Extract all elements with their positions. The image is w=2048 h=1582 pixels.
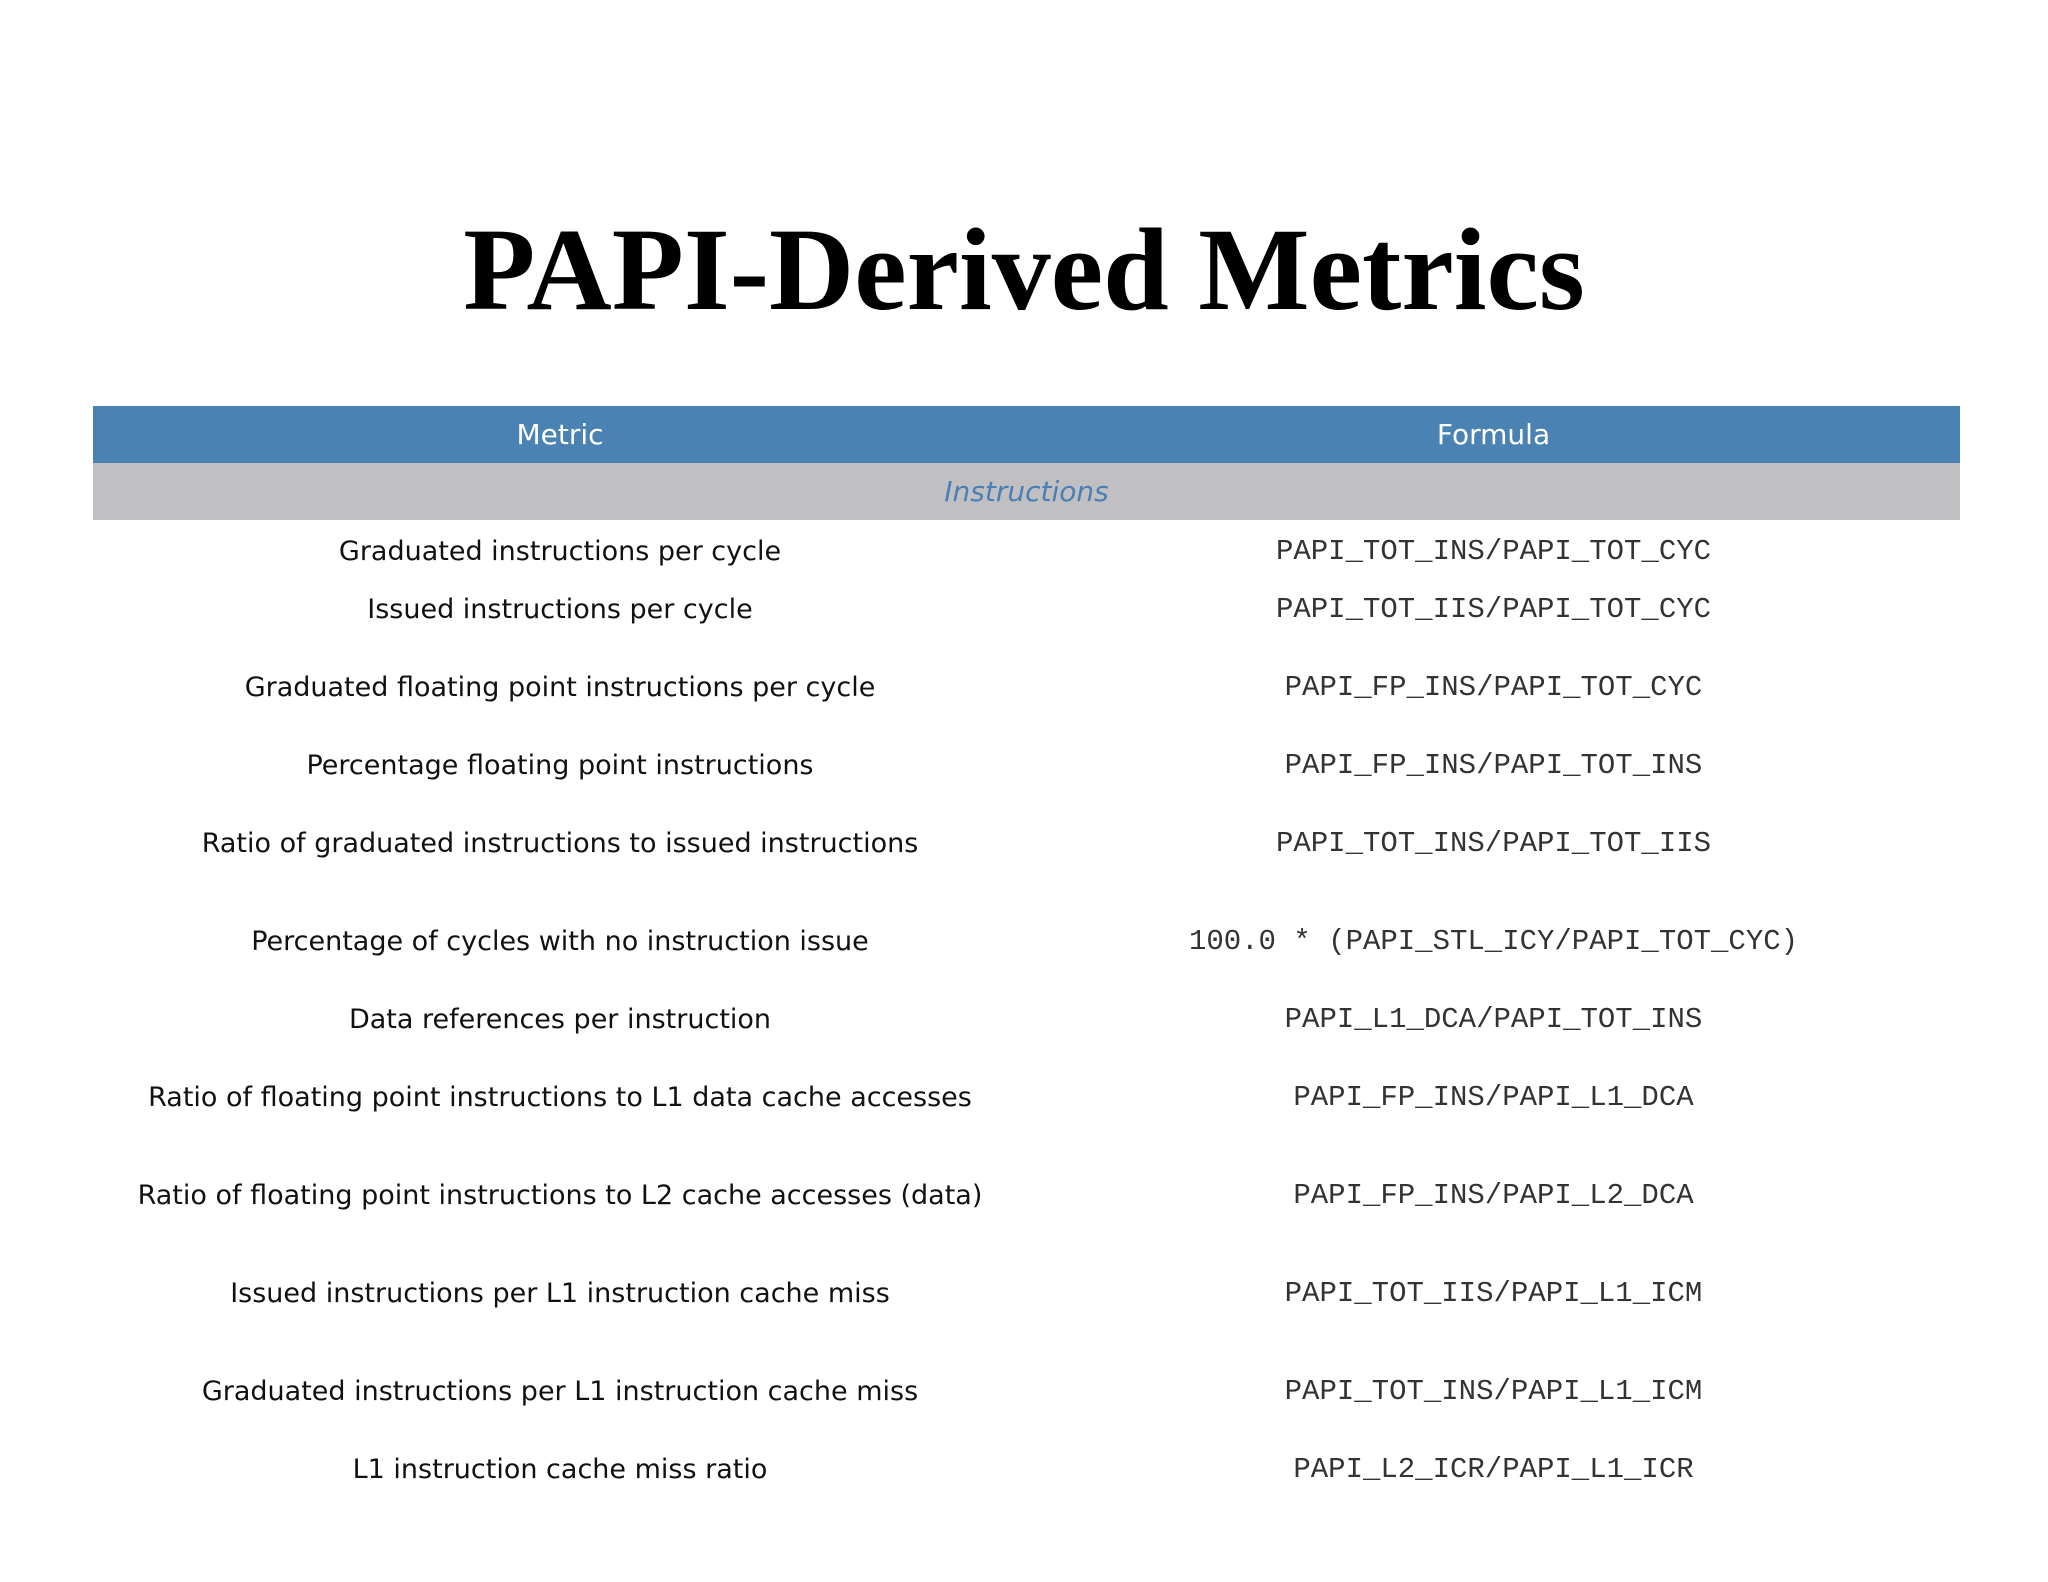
metric-cell: Percentage of cycles with no instruction issue (251, 926, 869, 957)
table-row (93, 917, 1960, 967)
metric-cell: Percentage floating point instructions (306, 750, 814, 781)
formula-cell: PAPI_TOT_INS/PAPI_TOT_IIS (1275, 827, 1712, 860)
metric-cell: Issued instructions per L1 instruction cache miss (230, 1278, 890, 1309)
metric-cell: Ratio of graduated instructions to issued instructions (201, 828, 919, 859)
formula-cell: PAPI_L1_DCA/PAPI_TOT_INS (1284, 1003, 1703, 1036)
table-row (93, 1445, 1960, 1495)
metric-cell: Graduated floating point instructions per cycle (244, 672, 876, 703)
metric-cell: Ratio of floating point instructions to L1 data cache accesses (148, 1082, 972, 1113)
table-row (93, 1073, 1960, 1123)
formula-cell: PAPI_TOT_IIS/PAPI_TOT_CYC (1275, 593, 1712, 626)
metric-cell: L1 instruction cache miss ratio (352, 1454, 768, 1485)
formula-cell: PAPI_FP_INS/PAPI_L1_DCA (1293, 1081, 1694, 1114)
header-formula: Formula (1436, 418, 1551, 451)
formula-cell: PAPI_TOT_IIS/PAPI_L1_ICM (1284, 1277, 1703, 1310)
table-row (93, 819, 1960, 869)
table-row (93, 995, 1960, 1045)
formula-cell: PAPI_FP_INS/PAPI_TOT_CYC (1284, 671, 1703, 704)
table-row (93, 1367, 1960, 1417)
metric-cell: Ratio of floating point instructions to L2 cache accesses (data) (137, 1180, 983, 1211)
formula-cell: PAPI_L2_ICR/PAPI_L1_ICR (1293, 1453, 1694, 1486)
metric-cell: Data references per instruction (348, 1004, 772, 1035)
table-row (93, 1171, 1960, 1221)
table-row (93, 1269, 1960, 1319)
table-header (93, 406, 1960, 463)
formula-cell: 100.0 * (PAPI_STL_ICY/PAPI_TOT_CYC) (1188, 925, 1799, 958)
page-title: PAPI-Derived Metrics (463, 204, 1585, 335)
table-row (93, 741, 1960, 791)
section-instructions: Instructions (93, 463, 1960, 520)
metric-cell: Graduated instructions per cycle (338, 536, 782, 567)
formula-cell: PAPI_FP_INS/PAPI_L2_DCA (1293, 1179, 1694, 1212)
metric-cell: Issued instructions per cycle (367, 594, 753, 625)
formula-cell: PAPI_FP_INS/PAPI_TOT_INS (1284, 749, 1703, 782)
formula-cell: PAPI_TOT_INS/PAPI_L1_ICM (1284, 1375, 1703, 1408)
table-row (93, 527, 1960, 577)
metric-cell: Graduated instructions per L1 instruction cache miss (201, 1376, 919, 1407)
table-row (93, 663, 1960, 713)
header-metric: Metric (516, 418, 604, 451)
formula-cell: PAPI_TOT_INS/PAPI_TOT_CYC (1275, 535, 1712, 568)
table-row (93, 585, 1960, 635)
